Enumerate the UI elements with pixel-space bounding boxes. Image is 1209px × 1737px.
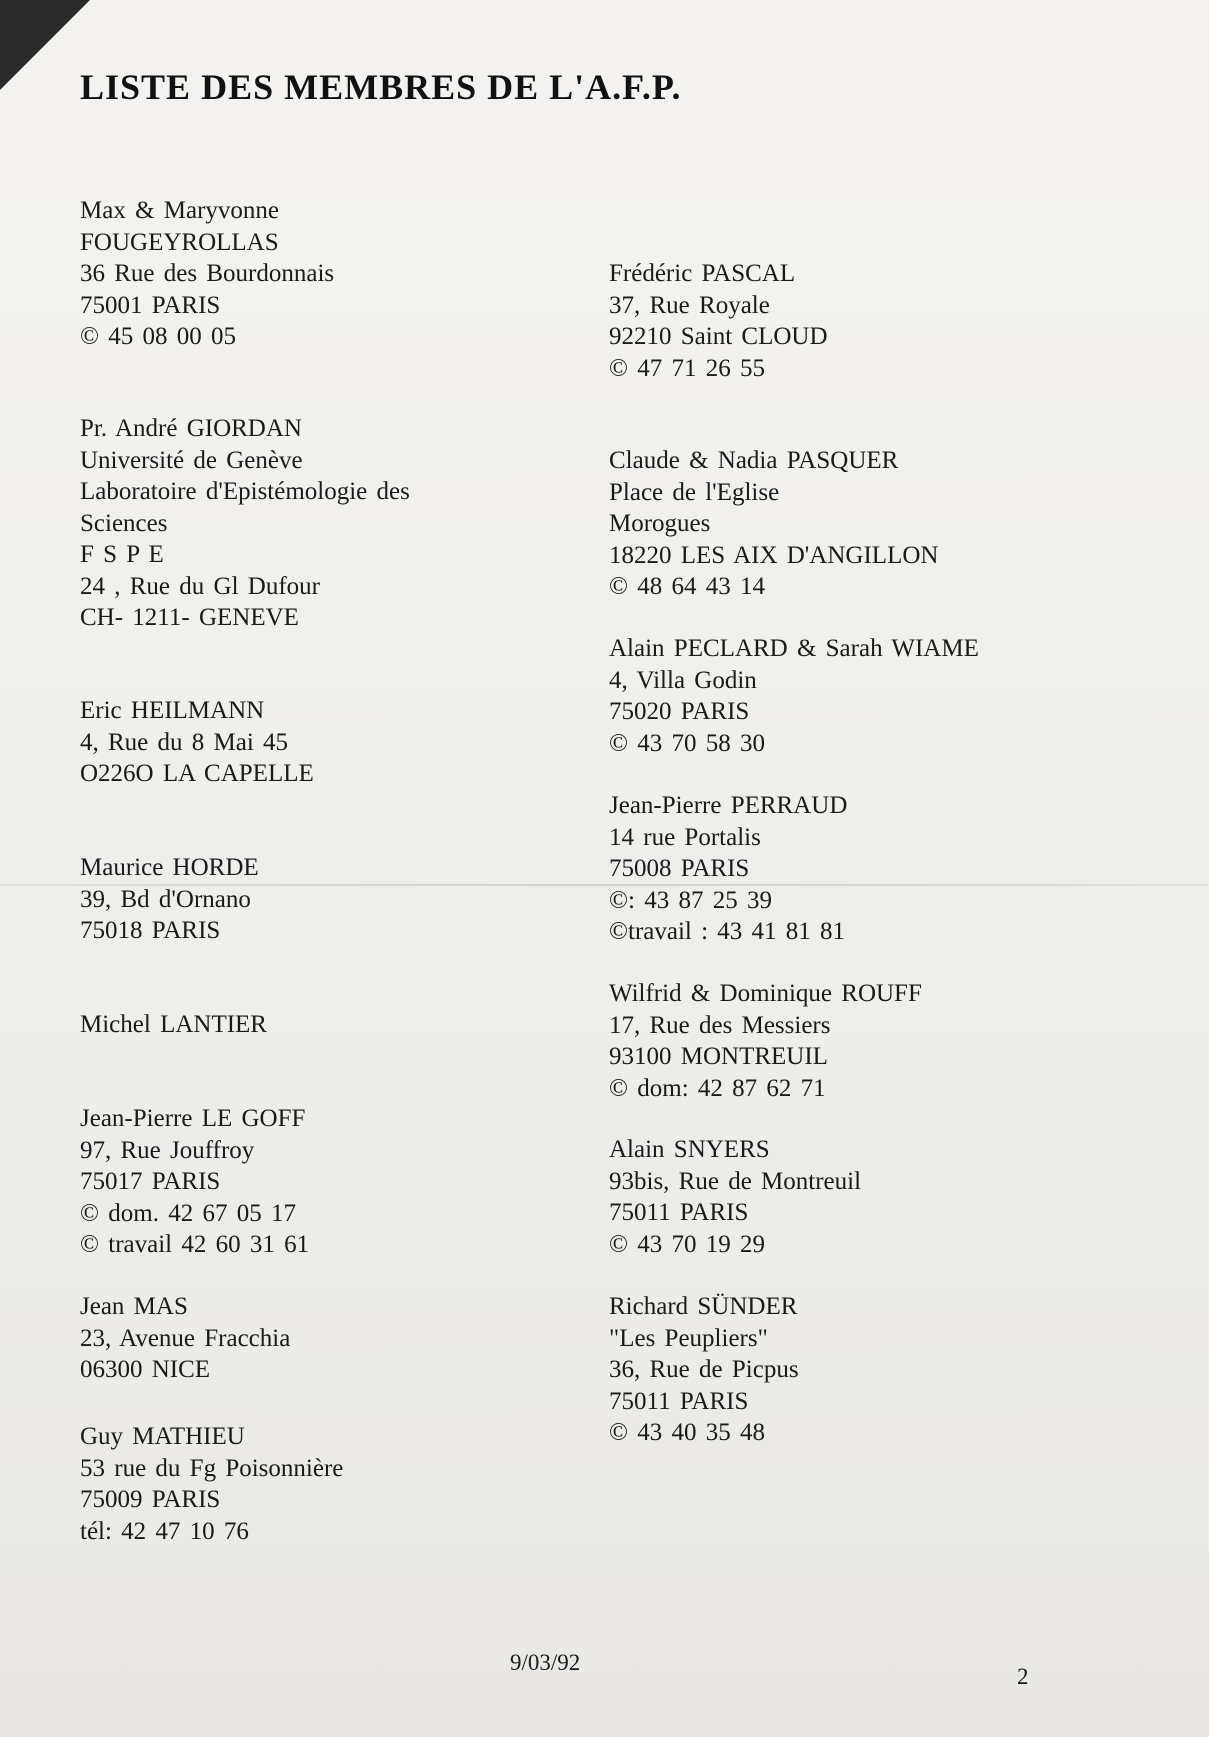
entry-line: O226O LA CAPELLE xyxy=(80,760,314,787)
entry-line: 75001 PARIS xyxy=(80,291,221,319)
entry-line: 75011 PARIS xyxy=(609,1199,749,1226)
entry-line: © 45 08 00 05 xyxy=(80,323,236,350)
entry-line: 36, Rue de Picpus xyxy=(609,1356,799,1383)
folded-corner xyxy=(0,0,90,90)
entry-line: 93100 MONTREUIL xyxy=(609,1043,828,1070)
page-number: 2 xyxy=(1017,1664,1029,1689)
member-entry-peclard xyxy=(609,633,979,759)
entry-line: Frédéric PASCAL xyxy=(609,260,796,287)
entry-line: © dom: 42 87 62 71 xyxy=(609,1074,826,1102)
member-entry-le-goff xyxy=(80,1103,309,1261)
entry-line: 4, Rue du 8 Mai 45 xyxy=(80,728,289,756)
entry-line: Michel LANTIER xyxy=(80,1011,267,1038)
entry-line: 4, Villa Godin xyxy=(609,666,757,694)
entry-line: Richard SÜNDER xyxy=(609,1293,798,1320)
entry-line: tél: 42 47 10 76 xyxy=(80,1517,249,1545)
page-title: LISTE DES MEMBRES DE L'A.F.P. xyxy=(80,67,682,107)
entry-line: Jean-Pierre LE GOFF xyxy=(80,1105,306,1132)
entry-line: Wilfrid & Dominique ROUFF xyxy=(609,980,922,1007)
entry-line: Sciences xyxy=(80,509,168,537)
entry-line: © 43 70 19 29 xyxy=(609,1230,765,1258)
entry-line: 97, Rue Jouffroy xyxy=(80,1136,255,1164)
entry-line: © 43 70 58 30 xyxy=(609,729,765,757)
entry-line: Morogues xyxy=(609,510,711,537)
member-entry-giordan xyxy=(80,413,410,634)
entry-line: "Les Peupliers" xyxy=(609,1324,768,1352)
entry-line: 75011 PARIS xyxy=(609,1387,749,1415)
entry-line: © dom. 42 67 05 17 xyxy=(80,1199,296,1227)
entry-line: Jean MAS xyxy=(80,1293,188,1320)
entry-line: 75017 PARIS xyxy=(80,1168,221,1195)
entry-line: Alain SNYERS xyxy=(609,1136,770,1163)
entry-line: 53 rue du Fg Poisonnière xyxy=(80,1454,344,1482)
entry-line: Université de Genève xyxy=(80,446,303,474)
entry-line: © travail 42 60 31 61 xyxy=(80,1231,310,1258)
entry-line: Guy MATHIEU xyxy=(80,1423,245,1450)
entry-line: FOUGEYROLLAS xyxy=(80,228,279,256)
entry-line: 93bis, Rue de Montreuil xyxy=(609,1167,862,1195)
entry-line: © 47 71 26 55 xyxy=(609,354,765,382)
entry-line: 23, Avenue Fracchia xyxy=(80,1324,291,1352)
entry-line: Max & Maryvonne xyxy=(80,197,280,224)
entry-line: F S P E xyxy=(80,541,164,568)
entry-line: Pr. André GIORDAN xyxy=(80,415,302,442)
entry-line: Claude & Nadia PASQUER xyxy=(609,447,899,474)
entry-line: CH- 1211- GENEVE xyxy=(80,604,299,631)
entry-line: Eric HEILMANN xyxy=(80,697,265,724)
entry-line: 75008 PARIS xyxy=(609,855,750,882)
member-entry-mas xyxy=(80,1291,290,1386)
entry-line: 75020 PARIS xyxy=(609,698,750,725)
member-entry-fougeyrollas xyxy=(80,195,334,353)
entry-line: Alain PECLARD & Sarah WIAME xyxy=(609,635,979,662)
entry-line: 75018 PARIS xyxy=(80,917,221,944)
member-entry-sunder xyxy=(609,1291,799,1449)
entry-line: 92210 Saint CLOUD xyxy=(609,323,828,350)
member-entry-lantier xyxy=(80,1009,267,1041)
member-entry-mathieu xyxy=(80,1421,343,1547)
entry-line: 36 Rue des Bourdonnais xyxy=(80,260,335,287)
entry-line: 75009 PARIS xyxy=(80,1486,221,1513)
entry-line: 37, Rue Royale xyxy=(609,291,770,319)
entry-line: ©: 43 87 25 39 xyxy=(609,886,772,914)
member-entry-heilmann xyxy=(80,695,314,790)
document-date: 9/03/92 xyxy=(510,1650,581,1675)
entry-line: 06300 NICE xyxy=(80,1356,211,1383)
entry-line: ©travail : 43 41 81 81 xyxy=(609,918,846,945)
entry-line: Jean-Pierre PERRAUD xyxy=(609,792,848,819)
member-entry-perraud xyxy=(609,790,847,948)
member-entry-horde xyxy=(80,852,259,947)
member-entry-pasquer xyxy=(609,445,938,603)
entry-line: 39, Bd d'Ornano xyxy=(80,885,251,913)
entry-line: 18220 LES AIX D'ANGILLON xyxy=(609,541,939,569)
entry-line: 24 , Rue du Gl Dufour xyxy=(80,572,320,600)
entry-line: Place de l'Eglise xyxy=(609,478,780,506)
entry-line: 17, Rue des Messiers xyxy=(609,1011,831,1039)
entry-line: © 48 64 43 14 xyxy=(609,573,765,600)
entry-line: © 43 40 35 48 xyxy=(609,1419,765,1446)
member-entry-snyers xyxy=(609,1134,861,1260)
entry-line: Laboratoire d'Epistémologie des xyxy=(80,478,410,505)
entry-line: Maurice HORDE xyxy=(80,854,259,881)
member-entry-pascal xyxy=(609,258,828,384)
entry-line: 14 rue Portalis xyxy=(609,823,761,851)
member-entry-rouff xyxy=(609,978,922,1104)
